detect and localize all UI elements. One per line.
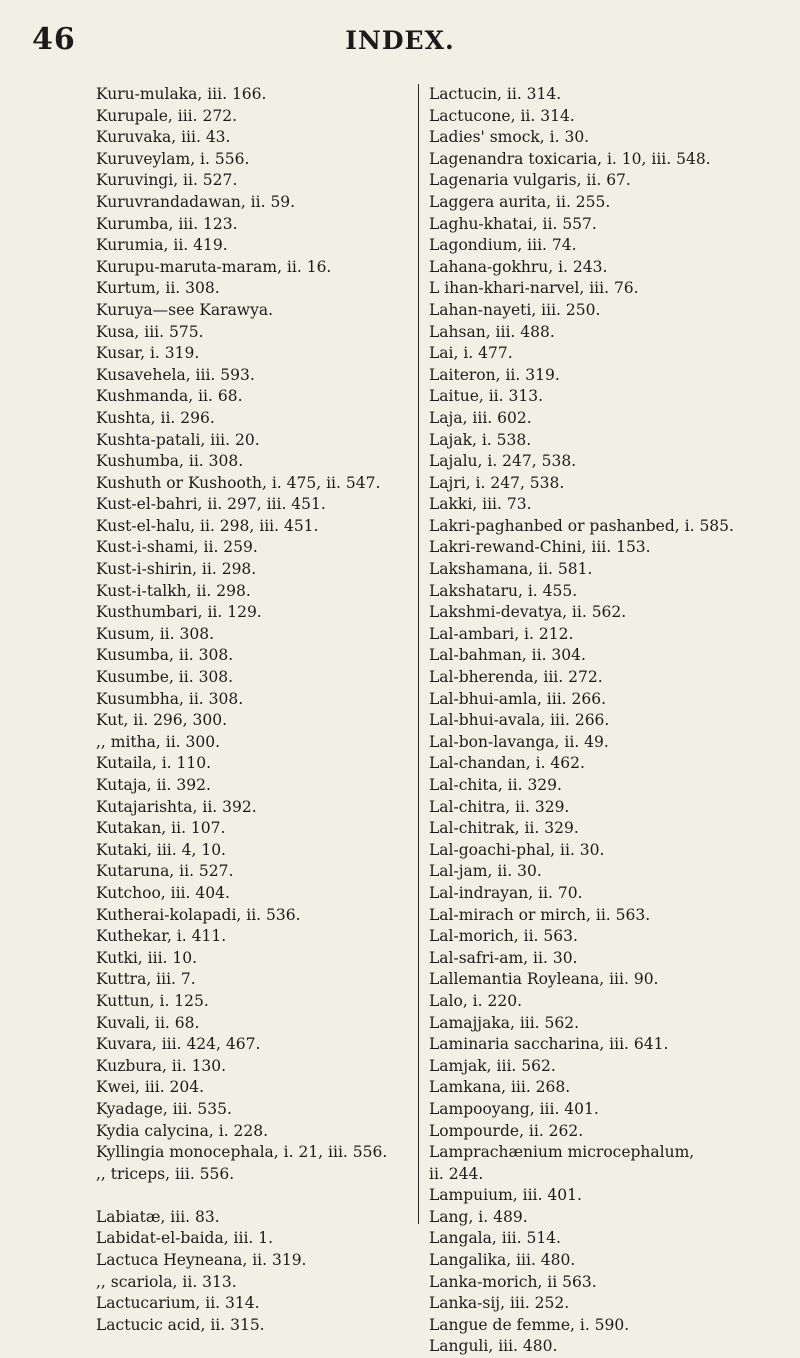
index-entry: Kuttra, iii. 7. <box>96 970 196 989</box>
index-entry: Lal-ambari, i. 212. <box>429 624 574 643</box>
index-entry: Lactucone, ii. 314. <box>429 106 575 125</box>
column-rule <box>418 84 419 1224</box>
index-entry: Lajri, i. 247, 538. <box>429 473 565 492</box>
page-number: 46 <box>32 22 76 57</box>
index-entry: Kuruvaka, iii. 43. <box>96 128 231 147</box>
index-entry: Lal-morich, ii. 563. <box>429 927 578 946</box>
index-entry: Lampuium, iii. 401. <box>429 1186 582 1205</box>
index-entry: Kutakan, ii. 107. <box>96 819 226 838</box>
index-entry: Lai, i. 477. <box>429 344 513 363</box>
index-entry: Lal-chita, ii. 329. <box>429 776 562 794</box>
index-entry: Kusum, ii. 308. <box>96 624 214 643</box>
index-entry: Lamkana, iii. 268. <box>429 1078 571 1097</box>
index-entry: Kwei, iii. 204. <box>96 1078 205 1097</box>
index-entry: Kuruya—see Karawya. <box>96 300 274 319</box>
index-entry: Lakshamana, ii. 581. <box>429 560 593 579</box>
index-entry: Kuruveylam, i. 556. <box>96 149 250 168</box>
index-entry: Kuzbura, ii. 130. <box>96 1056 227 1075</box>
index-entry: Lakri-paghanbed or pashanbed, i. 585. <box>429 516 734 535</box>
index-entry: ,, mitha, ii. 300. <box>96 732 221 751</box>
index-entry: Lahsan, iii. 488. <box>429 322 555 341</box>
index-entry: Lactucarium, ii. 314. <box>96 1294 260 1313</box>
index-entry: Lal-jam, ii. 30. <box>429 862 542 881</box>
index-entry: Lagenaria vulgaris, ii. 67. <box>429 171 631 190</box>
index-entry: Lakri-rewand-Chini, iii. 153. <box>429 538 651 557</box>
index-entry: Kutherai-kolapadi, ii. 536. <box>96 905 301 924</box>
index-entry: Kust-el-halu, ii. 298, iii. 451. <box>96 516 319 535</box>
index-entry: Kuthekar, i. 411. <box>96 927 227 946</box>
index-entry: Lal-mirach or mirch, ii. 563. <box>429 905 651 924</box>
running-head: INDEX. <box>345 26 455 55</box>
index-entry: Laja, iii. 602. <box>429 408 532 427</box>
index-entry: Lakshataru, i. 455. <box>429 581 578 600</box>
index-entry: Lal-bahman, ii. 304. <box>429 646 586 665</box>
index-entry: Kurupale, iii. 272. <box>96 106 237 125</box>
index-entry: Kusumba, ii. 308. <box>96 646 234 665</box>
index-entry: Langue de femme, i. 590. <box>429 1315 630 1334</box>
index-entry: Kurumba, iii. 123. <box>96 214 238 233</box>
index-entry: ,, scariola, ii. 313. <box>96 1272 237 1291</box>
index-entry: Kuru-mulaka, iii. 166. <box>96 85 267 103</box>
index-column-right <box>429 84 793 1358</box>
index-entry: Lactucin, ii. 314. <box>429 85 562 103</box>
index-entry: Kyadage, iii. 535. <box>96 1099 232 1118</box>
index-entry: Kutaruna, ii. 527. <box>96 862 234 881</box>
index-entry: Kust-i-shirin, ii. 298. <box>96 560 257 579</box>
index-entry: Lakki, iii. 73. <box>429 495 532 514</box>
index-entry: Lajalu, i. 247, 538. <box>429 452 577 471</box>
index-entry: Lakshmi-devatya, ii. 562. <box>429 603 627 622</box>
index-column-left <box>96 84 418 1336</box>
index-entry: Langala, iii. 514. <box>429 1229 561 1248</box>
index-entry: Kusthumbari, ii. 129. <box>96 603 262 622</box>
index-entry: Lal-indrayan, ii. 70. <box>429 883 583 902</box>
index-entry: Lalo, i. 220. <box>429 991 522 1010</box>
index-entry: Kushumba, ii. 308. <box>96 452 244 471</box>
index-entry: Lahan-nayeti, iii. 250. <box>429 300 601 319</box>
index-entry: Kushta, ii. 296. <box>96 408 215 427</box>
index-entry: Lamajjaka, iii. 562. <box>429 1013 580 1032</box>
index-entry: Lagenandra toxicaria, i. 10, iii. 548. <box>429 149 711 168</box>
index-entry: Kushmanda, ii. 68. <box>96 387 243 406</box>
index-entry: Lahana-gokhru, i. 243. <box>429 257 608 276</box>
index-entry: Kushuth or Kushooth, i. 475, ii. 547. <box>96 473 381 492</box>
index-entry: Lamprachænium microcephalum, <box>429 1143 695 1162</box>
index-entry: Kuruvrandadawan, ii. 59. <box>96 192 296 211</box>
index-entry: Lompourde, ii. 262. <box>429 1121 584 1140</box>
index-entry: Kusumbe, ii. 308. <box>96 668 234 687</box>
index-entry: Kust-el-bahri, ii. 297, iii. 451. <box>96 495 326 514</box>
index-entry: Lagondium, iii. 74. <box>429 236 577 255</box>
index-entry: Kutajarishta, ii. 392. <box>96 797 257 816</box>
index-entry: Kust-i-shami, ii. 259. <box>96 538 258 557</box>
index-entry: L ihan-khari-narvel, iii. 76. <box>429 279 639 298</box>
index-entry: Lampooyang, iii. 401. <box>429 1099 599 1118</box>
index-entry: Kusavehela, iii. 593. <box>96 365 255 384</box>
index-entry: Langalika, iii. 480. <box>429 1251 576 1270</box>
index-entry: Kust-i-talkh, ii. 298. <box>96 581 251 600</box>
index-entry: Languli, iii. 480. <box>429 1337 558 1356</box>
index-entry: Lanka-sij, iii. 252. <box>429 1294 570 1313</box>
index-entry: Lactucic acid, ii. 315. <box>96 1315 265 1334</box>
index-entry: Kuruvingi, ii. 527. <box>96 171 238 190</box>
index-entry: Lallemantia Royleana, iii. 90. <box>429 970 659 989</box>
index-entry: Laiteron, ii. 319. <box>429 365 560 384</box>
index-entry: Lal-bherenda, iii. 272. <box>429 668 603 687</box>
index-entry: Labidat-el-baida, iii. 1. <box>96 1229 274 1248</box>
index-entry: Kydia calycina, i. 228. <box>96 1121 269 1140</box>
index-entry: Kutaila, i. 110. <box>96 754 212 773</box>
index-entry: Kuttun, i. 125. <box>96 991 209 1010</box>
index-entry: Kushta-patali, iii. 20. <box>96 430 260 449</box>
index-entry: Laitue, ii. 313. <box>429 387 544 406</box>
index-entry: Lal-bon-lavanga, ii. 49. <box>429 732 609 751</box>
index-entry: Lal-safri-am, ii. 30. <box>429 948 578 967</box>
index-entry: Kurtum, ii. 308. <box>96 279 220 298</box>
index-entry: Kusa, iii. 575. <box>96 322 204 341</box>
index-entry: Lajak, i. 538. <box>429 430 532 449</box>
index-entry: Lal-bhui-amla, iii. 266. <box>429 689 607 708</box>
index-entry: ,, triceps, iii. 556. <box>96 1164 235 1183</box>
index-entry: Lanka-morich, ii 563. <box>429 1272 597 1291</box>
index-entry: Kusar, i. 319. <box>96 344 200 363</box>
index-entry: Kut, ii. 296, 300. <box>96 711 228 730</box>
index-entry: Lal-bhui-avala, iii. 266. <box>429 711 610 730</box>
index-entry: Lal-chitra, ii. 329. <box>429 797 570 816</box>
index-entry: Laminaria saccharina, iii. 641. <box>429 1035 669 1054</box>
index-entry: Kurumia, ii. 419. <box>96 236 228 255</box>
index-entry: Laggera aurita, ii. 255. <box>429 192 611 211</box>
index-entry: Lal-chitrak, ii. 329. <box>429 819 579 838</box>
index-entry: Labiatæ, iii. 83. <box>96 1207 220 1226</box>
index-entry: Lamjak, iii. 562. <box>429 1056 556 1075</box>
index-entry: Ladies' smock, i. 30. <box>429 128 590 147</box>
index-entry: Lang, i. 489. <box>429 1207 528 1226</box>
index-entry: Kutchoo, iii. 404. <box>96 883 230 902</box>
index-entry: Kusumbha, ii. 308. <box>96 689 244 708</box>
index-entry: Kuvali, ii. 68. <box>96 1013 200 1032</box>
index-entry: Laghu-khatai, ii. 557. <box>429 214 597 233</box>
index-entry: Kurupu-maruta-maram, ii. 16. <box>96 257 332 276</box>
index-entry: Kyllingia monocephala, i. 21, iii. 556. <box>96 1143 388 1162</box>
index-entry: ii. 244. <box>429 1164 484 1183</box>
index-entry: Lal-goachi-phal, ii. 30. <box>429 840 605 859</box>
index-entry: Lal-chandan, i. 462. <box>429 754 585 773</box>
index-entry: Kuvara, iii. 424, 467. <box>96 1035 261 1054</box>
index-entry: Lactuca Heyneana, ii. 319. <box>96 1251 307 1270</box>
index-entry: Kutaja, ii. 392. <box>96 776 211 794</box>
index-entry: Kutki, iii. 10. <box>96 948 198 967</box>
index-entry: Kutaki, iii. 4, 10. <box>96 840 226 859</box>
